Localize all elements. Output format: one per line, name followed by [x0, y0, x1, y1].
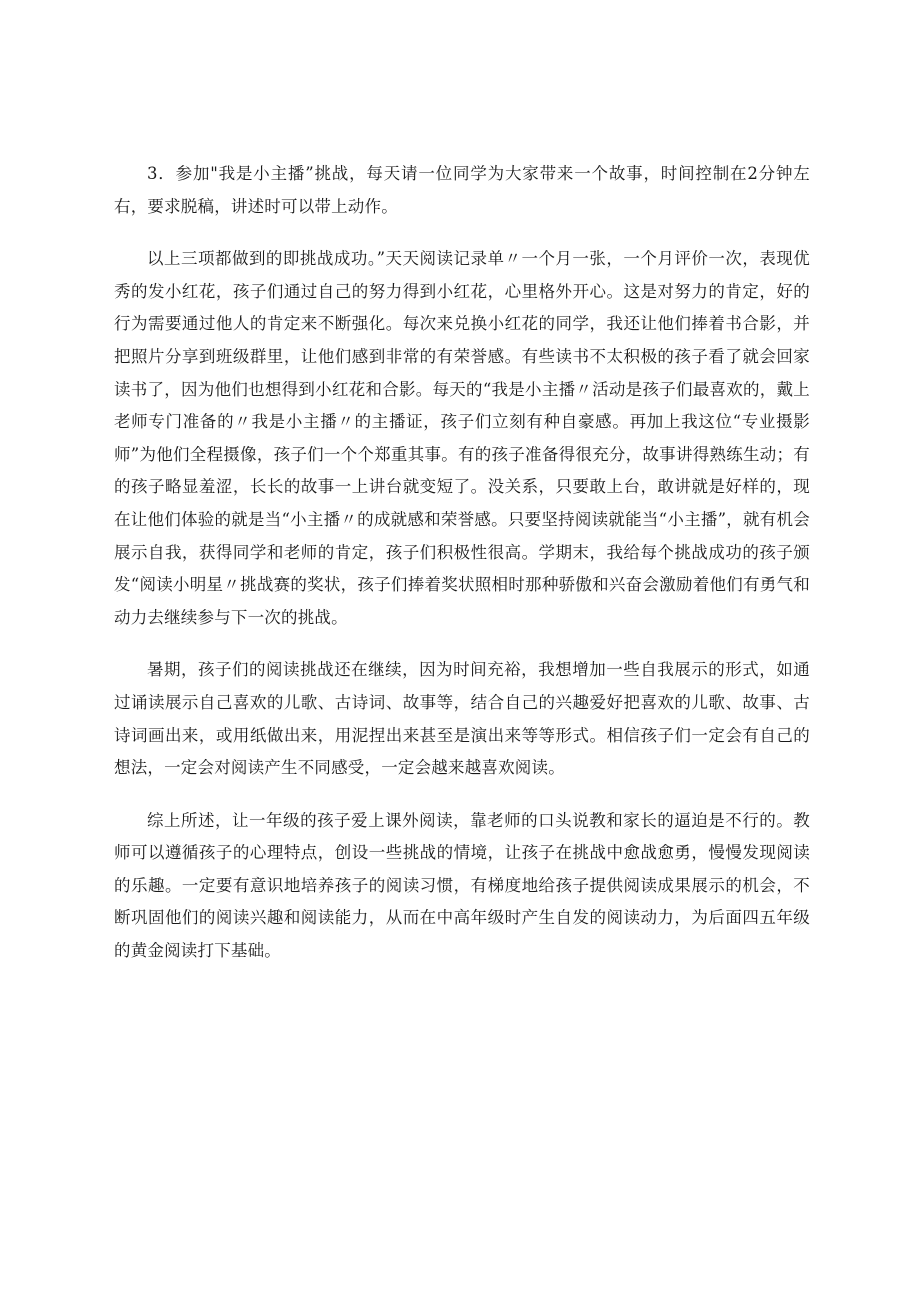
paragraph-summer-reading: 暑期，孩子们的阅读挑战还在继续，因为时间充裕，我想增加一些自我展示的形式，如通过诵读展示自己喜欢的儿歌、古诗词、故事等，结合自己的兴趣爱好把喜欢的儿歌、故事、古诗词画出来，或用纸做出来，用泥捏出来甚至是演出来等等形式。相信孩子们一定会有自己的想法，一定会对阅读产生不同感受，一定会越来越喜欢阅读。: [114, 660, 810, 778]
paragraph-challenge-item-3: 3．参加"我是小主播”挑战，每天请一位同学为大家带来一个故事，时间控制在2分钟左右，要求脱稿，讲述时可以带上动作。: [114, 164, 810, 216]
document-body: [114, 158, 810, 968]
paragraph-conclusion: 综上所述，让一年级的孩子爱上课外阅读，靠老师的口头说教和家长的逼迫是不行的。教师可以遵循孩子的心理特点，创设一些挑战的情境，让孩子在挑战中愈战愈勇，慢慢发现阅读的乐趣。一定要有意识地培养孩子的阅读习惯，有梯度地给孩子提供阅读成果展示的机会，不断巩固他们的阅读兴趣和阅读能力，从而在中高年级时产生自发的阅读动力，为后面四五年级的黄金阅读打下基础。: [114, 810, 810, 961]
paragraph-challenge-success: 以上三项都做到的即挑战成功。”天天阅读记录单〃一个月一张，一个月评价一次，表现优秀的发小红花，孩子们通过自己的努力得到小红花，心里格外开心。这是对努力的肯定，好的行为需要通过他人的肯定来不断强化。每次来兑换小红花的同学，我还让他们捧着书合影，并把照片分享到班级群里，让他们感到非常的有荣誉感。有些读书不太积极的孩子看了就会回家读书了，因为他们也想得到小红花和合影。每天的“我是小主播〃活动是孩子们最喜欢的，戴上老师专门准备的〃我是小主播〃的主播证，孩子们立刻有种自豪感。再加上我这位“专业摄影师”为他们全程摄像，孩子们一个个郑重其事。有的孩子准备得很充分，故事讲得熟练生动；有的孩子略显羞涩，长长的故事一上讲台就变短了。没关系，只要敢上台，敢讲就是好样的，现在让他们体验的就是当“小主播〃的成就感和荣誉感。只要坚持阅读就能当“小主播”，就有机会展示自我，获得同学和老师的肯定，孩子们积极性很高。学期末，我给每个挑战成功的孩子颁发“阅读小明星〃挑战赛的奖状，孩子们捧着奖状照相时那种骄傲和兴奋会激励着他们有勇气和动力去继续参与下一次的挑战。: [114, 249, 810, 627]
